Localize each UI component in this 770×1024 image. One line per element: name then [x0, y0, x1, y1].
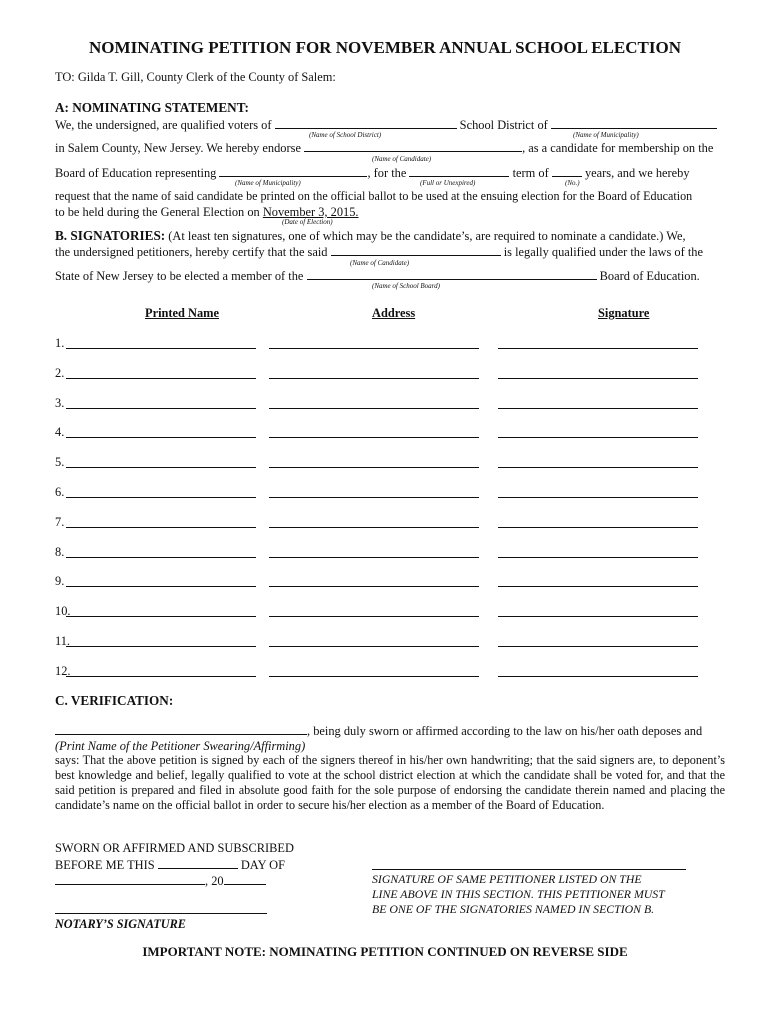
section-b-line1-text: (At least ten signatures, one of which may be the candidate’s, are required to nominate a candidate.) We,	[168, 229, 686, 243]
petitioner-signature-note-3: BE ONE OF THE SIGNATORIES NAMED IN SECTION B.	[372, 902, 655, 916]
school-district-field[interactable]	[275, 117, 457, 129]
section-b-line3-text-b: Board of Education.	[599, 269, 700, 283]
hint-candidate: (Name of Candidate)	[372, 155, 432, 163]
hint-date: (Date of Election)	[282, 218, 333, 226]
row-number: 10.	[55, 604, 71, 618]
address-field[interactable]	[269, 586, 479, 587]
section-b-line2-text: the undersigned petitioners, hereby certify that the said	[55, 245, 328, 259]
sworn-month-field[interactable]	[55, 873, 205, 885]
signature-field[interactable]	[498, 557, 698, 558]
section-a-line1-text: We, the undersigned, are qualified voters of	[55, 118, 272, 132]
signature-field[interactable]	[498, 497, 698, 498]
hint-no: (No.)	[565, 179, 580, 187]
signature-field[interactable]	[498, 348, 698, 349]
address-field[interactable]	[269, 467, 479, 468]
section-a-line3-text-b: , for the	[367, 166, 407, 180]
row-number: 9.	[55, 574, 65, 588]
address-field[interactable]	[269, 676, 479, 677]
school-board-field[interactable]	[307, 268, 597, 280]
column-signature: Signature	[598, 306, 650, 320]
representing-municipality-field[interactable]	[219, 165, 367, 177]
address-field[interactable]	[269, 527, 479, 528]
term-type-field[interactable]	[409, 165, 509, 177]
sworn-line-2-text: BEFORE ME THIS	[55, 858, 155, 872]
page-title: NOMINATING PETITION FOR NOVEMBER ANNUAL SCHOOL ELECTION	[89, 38, 681, 57]
row-number: 7.	[55, 515, 65, 529]
hint-municipality-2: (Name of Municipality)	[235, 179, 301, 187]
important-note: IMPORTANT NOTE: NOMINATING PETITION CONTINUED ON REVERSE SIDE	[142, 944, 628, 959]
printed-name-field[interactable]	[66, 467, 256, 468]
address-field[interactable]	[269, 646, 479, 647]
section-c-heading: C. VERIFICATION:	[55, 693, 174, 708]
signature-field[interactable]	[498, 467, 698, 468]
section-a-line1-text-b: School District of	[459, 118, 548, 132]
printed-name-field[interactable]	[66, 646, 256, 647]
verification-line	[55, 723, 702, 739]
section-b-heading: B. SIGNATORIES:	[55, 228, 166, 243]
notary-signature-line[interactable]	[55, 913, 267, 914]
section-a-line5-text: to be held during the General Election on	[55, 205, 260, 219]
printed-name-field[interactable]	[66, 557, 256, 558]
row-number: 6.	[55, 485, 65, 499]
verification-text: , being duly sworn or affirmed according to the law on his/her oath deposes and	[307, 724, 703, 738]
section-a-line3-text: Board of Education representing	[55, 166, 217, 180]
section-a-line3	[55, 165, 690, 181]
hint-school-district: (Name of School District)	[309, 131, 382, 139]
section-a-line3-text-c: term of	[512, 166, 549, 180]
address-field[interactable]	[269, 497, 479, 498]
row-number: 8.	[55, 545, 65, 559]
row-number: 4.	[55, 425, 65, 439]
printed-name-field[interactable]	[66, 378, 256, 379]
row-number: 2.	[55, 366, 65, 380]
signature-field[interactable]	[498, 586, 698, 587]
petitioner-signature-note-1: SIGNATURE OF SAME PETITIONER LISTED ON THE	[372, 872, 642, 886]
address-field[interactable]	[269, 557, 479, 558]
sworn-year-field[interactable]	[224, 873, 266, 885]
row-number: 3.	[55, 396, 65, 410]
notary-signature-label: NOTARY’S SIGNATURE	[55, 917, 186, 931]
signature-field[interactable]	[498, 616, 698, 617]
petitioner-signature-note-2: LINE ABOVE IN THIS SECTION. THIS PETITIONER MUST	[372, 887, 665, 901]
row-number: 11.	[55, 634, 71, 648]
petitioner-signature-line[interactable]	[372, 869, 686, 870]
qualified-candidate-field[interactable]	[331, 244, 501, 256]
to-line: TO: Gilda T. Gill, County Clerk of the County of Salem:	[55, 70, 336, 84]
election-date: November 3, 2015.	[262, 205, 359, 219]
section-a-line2-text-b: , as a candidate for membership on the	[522, 141, 714, 155]
printed-name-field[interactable]	[66, 527, 256, 528]
printed-name-field[interactable]	[66, 497, 256, 498]
row-number: 12.	[55, 664, 71, 678]
sworn-line-3	[55, 873, 266, 889]
sworn-line-3-text: , 20	[205, 874, 224, 888]
signature-field[interactable]	[498, 378, 698, 379]
address-field[interactable]	[269, 437, 479, 438]
address-field[interactable]	[269, 408, 479, 409]
sworn-day-field[interactable]	[158, 857, 238, 869]
section-a-heading: A: NOMINATING STATEMENT:	[55, 100, 249, 115]
printed-name-field[interactable]	[66, 348, 256, 349]
column-printed-name: Printed Name	[145, 306, 219, 320]
section-b-line2-text-b: is legally qualified under the laws of the	[503, 245, 703, 259]
printed-name-field[interactable]	[66, 586, 256, 587]
section-a-line2	[55, 140, 713, 156]
hint-board: (Name of School Board)	[372, 282, 440, 290]
candidate-field[interactable]	[304, 140, 522, 152]
verification-paragraph: says: That the above petition is signed by each of the signers thereof in his/her own handwriting; that the said signers are, to deponent’s best knowledge and belief, legally qualified to vote at the school district election at which the candidate shall be voted for, and that the said petition is prepared and filed in absolute good faith for the sole purpose of endorsing the candidate therein named and placing the candidate’s name on the official ballot in order to secure his/her election as a member of the Board of Education.	[55, 753, 725, 812]
section-b-line1	[55, 228, 686, 244]
section-b-line2	[55, 244, 703, 260]
municipality-field[interactable]	[551, 117, 717, 129]
row-number: 1.	[55, 336, 65, 350]
sworn-line-2-text-b: DAY OF	[240, 858, 286, 872]
signature-field[interactable]	[498, 527, 698, 528]
column-address: Address	[372, 306, 416, 320]
term-years-field[interactable]	[552, 165, 582, 177]
hint-candidate-b: (Name of Candidate)	[350, 259, 410, 267]
printed-name-field[interactable]	[66, 616, 256, 617]
section-b-line3-text: State of New Jersey to be elected a member of the	[55, 269, 304, 283]
address-field[interactable]	[269, 616, 479, 617]
address-field[interactable]	[269, 378, 479, 379]
section-a-line4: request that the name of said candidate be printed on the official ballot to be used at the ensuing election for the Board of Education	[55, 189, 693, 203]
petitioner-name-field[interactable]	[55, 723, 307, 735]
section-a-line2-text: in Salem County, New Jersey. We hereby endorse	[55, 141, 301, 155]
row-number: 5.	[55, 455, 65, 469]
hint-municipality: (Name of Municipality)	[573, 131, 639, 139]
printed-name-field[interactable]	[66, 437, 256, 438]
section-a-line3-text-d: years, and we hereby	[584, 166, 690, 180]
sworn-line-2	[55, 857, 285, 873]
hint-full-unexpired: (Full or Unexpired)	[420, 179, 476, 187]
signature-field[interactable]	[498, 437, 698, 438]
printed-name-field[interactable]	[66, 676, 256, 677]
printed-name-field[interactable]	[66, 408, 256, 409]
address-field[interactable]	[269, 348, 479, 349]
signature-field[interactable]	[498, 408, 698, 409]
signature-field[interactable]	[498, 646, 698, 647]
print-name-hint: (Print Name of the Petitioner Swearing/Affirming)	[55, 739, 306, 753]
signature-field[interactable]	[498, 676, 698, 677]
sworn-line-1: SWORN OR AFFIRMED AND SUBSCRIBED	[55, 841, 294, 855]
